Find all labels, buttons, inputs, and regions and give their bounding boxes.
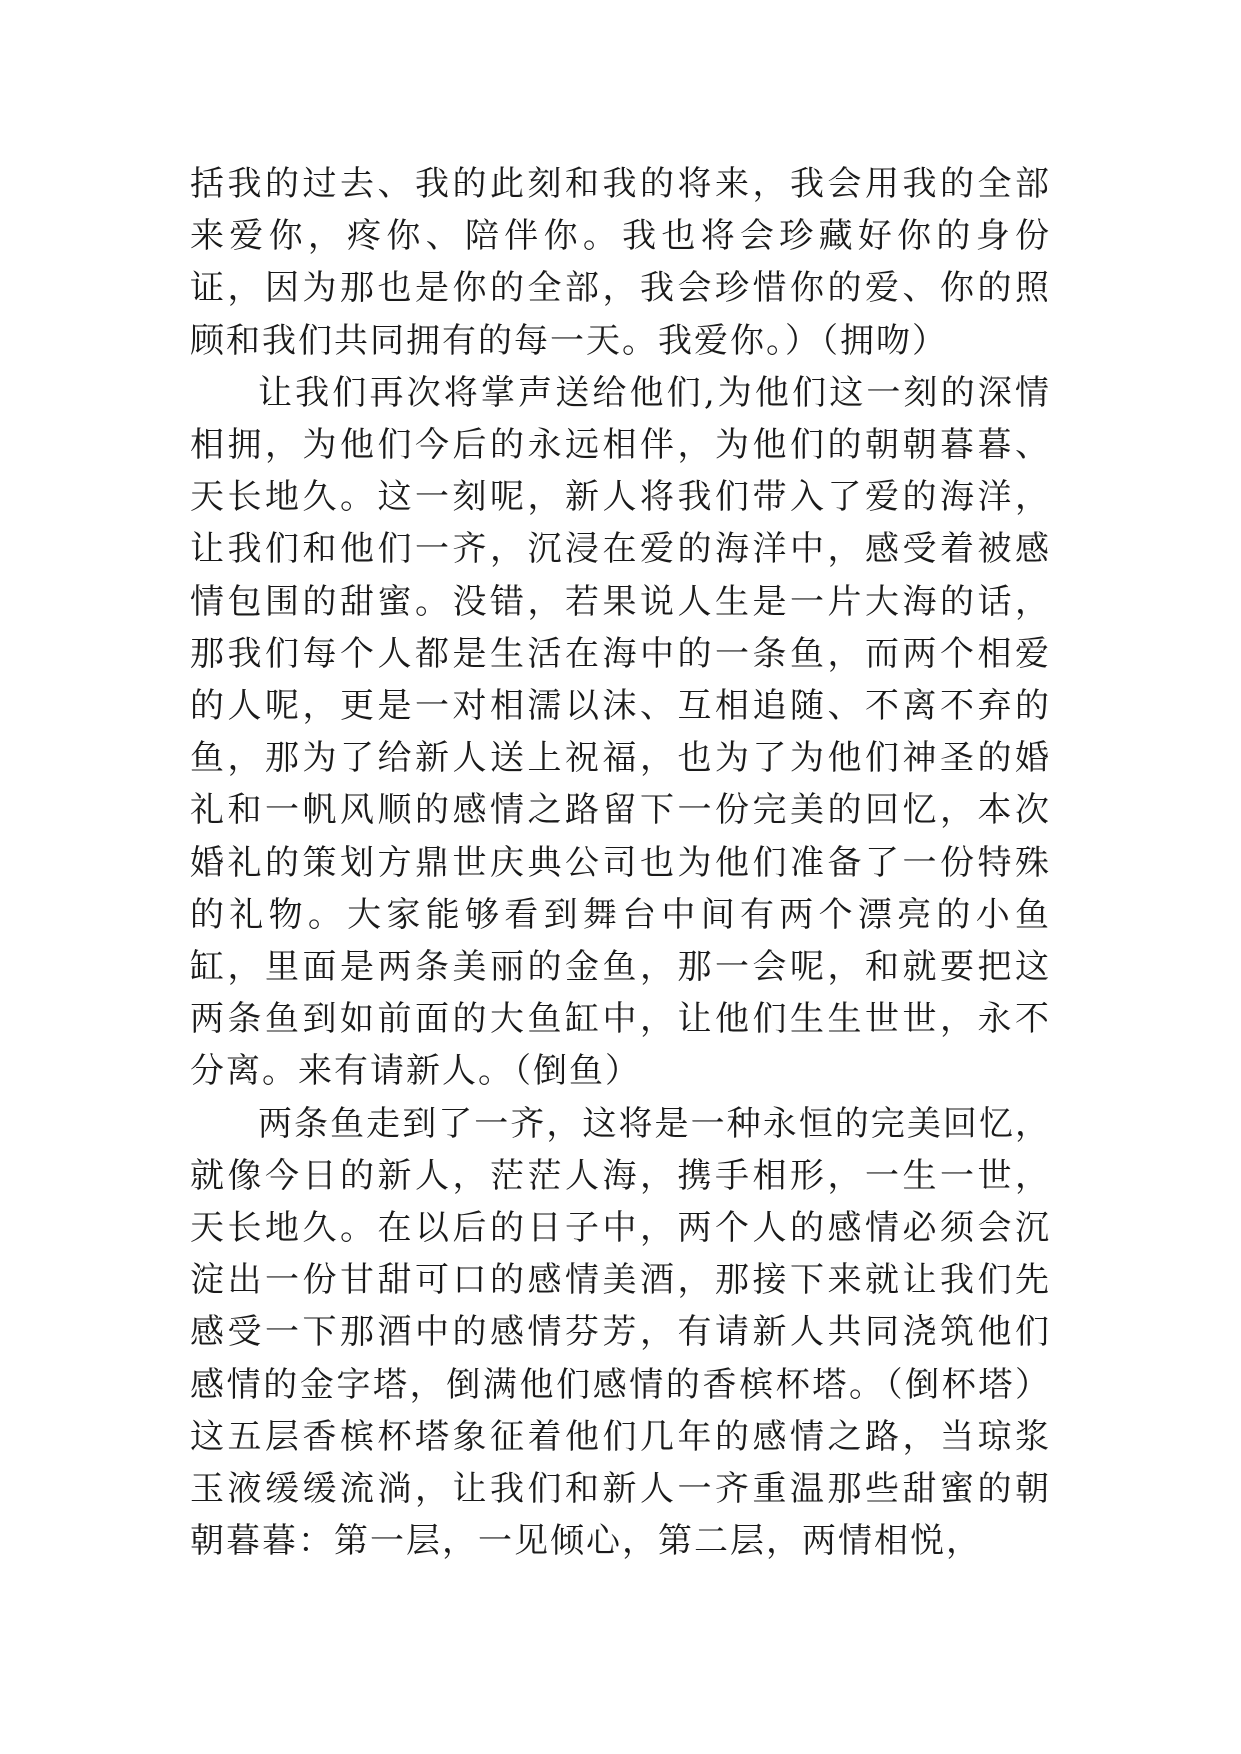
- paragraph-applause: 让我们再次将掌声送给他们,为他们这一刻的深情相拥，为他们今后的永远相伴，为他们的朝朝暮暮、天长地久。这一刻呢，新人将我们带入了爱的海洋，让我们和他们一齐，沉浸在爱的海洋中，感受着被感情包围的甜蜜。没错，若果说人生是一片大海的话，那我们每个人都是生活在海中的一条鱼，而两个相爱的人呢，更是一对相濡以沫、互相追随、不离不弃的鱼，那为了给新人送上祝福，也为了为他们神圣的婚礼和一帆风顺的感情之路留下一份完美的回忆，本次婚礼的策划方鼎世庆典公司也为他们准备了一份特殊的礼物。大家能够看到舞台中间有两个漂亮的小鱼缸，里面是两条美丽的金鱼，那一会呢，和就要把这两条鱼到如前面的大鱼缸中，让他们生生世世，永不分离。来有请新人。（倒鱼）: [190, 372, 1051, 1092]
- paragraph-champagne-tower: 两条鱼走到了一齐，这将是一种永恒的完美回忆，就像今日的新人，茫茫人海，携手相形，一生一世，天长地久。在以后的日子中，两个人的感情必须会沉淀出一份甘甜可口的感情美酒，那接下来就让我们先感受一下那酒中的感情芬芳，有请新人共同浇筑他们感情的金字塔，倒满他们感情的香槟杯塔。（倒杯塔）这五层香槟杯塔象征着他们几年的感情之路，当琼浆玉液缓缓流淌，让我们和新人一齐重温那些甜蜜的朝朝暮暮：第一层，一见倾心，第二层，两情相悦，: [190, 1103, 1051, 1562]
- paragraph-continuation: 括我的过去、我的此刻和我的将来，我会用我的全部来爱你，疼你、陪伴你。我也将会珍藏好你的身份证，因为那也是你的全部，我会珍惜你的爱、你的照顾和我们共同拥有的每一天。我爱你。）（拥吻）: [190, 164, 1051, 361]
- document-body: [190, 158, 1051, 1567]
